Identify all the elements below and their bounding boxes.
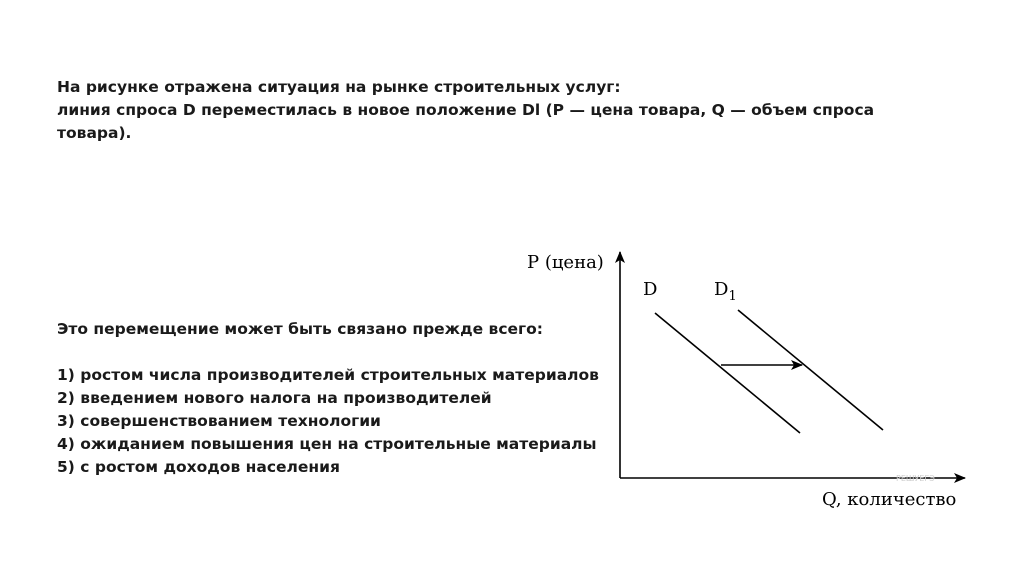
answer-option-3[interactable]: 3) совершенствованием технологии xyxy=(57,412,381,430)
intro-line-1: На рисунке отражена ситуация на рынке строительных услуг: xyxy=(57,78,621,96)
y-axis-label: P (цена) xyxy=(527,252,604,273)
answer-option-2[interactable]: 2) введением нового налога на производителей xyxy=(57,389,492,407)
answer-option-5[interactable]: 5) с ростом доходов населения xyxy=(57,458,340,476)
watermark: РЕШУЕГЭ xyxy=(896,474,935,483)
demand-curve-d1-letter: D xyxy=(714,279,729,300)
question-title: Это перемещение может быть связано прежде всего: xyxy=(57,320,543,338)
demand-curve-d1-subscript: 1 xyxy=(728,289,737,304)
answer-option-4[interactable]: 4) ожиданием повышения цен на строительные материалы xyxy=(57,435,597,453)
demand-curve-d1 xyxy=(738,310,883,430)
demand-curve-d-label: D xyxy=(643,279,658,300)
intro-line-2: линия спроса D переместилась в новое положение Dl (P — цена товара, Q — объем спроса товара). xyxy=(57,101,875,142)
demand-curve-d1-label xyxy=(714,279,737,304)
answer-option-1[interactable]: 1) ростом числа производителей строительных материалов xyxy=(57,366,599,384)
demand-curve-d xyxy=(655,313,800,433)
x-axis-label: Q, количество xyxy=(822,489,957,510)
